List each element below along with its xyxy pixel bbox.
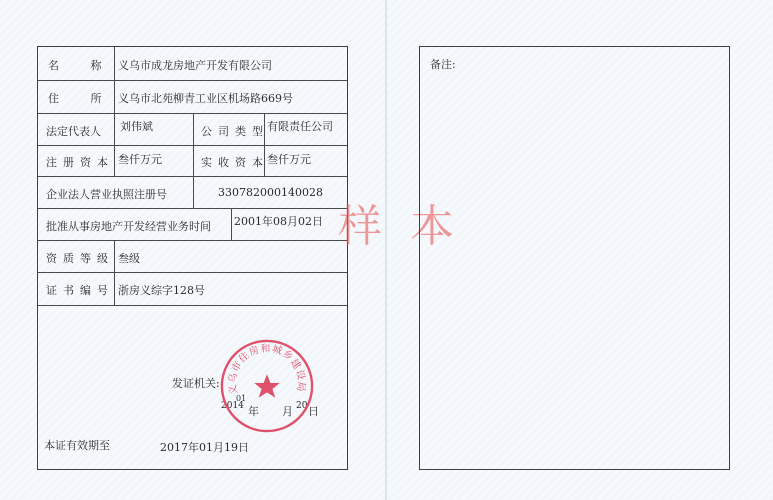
qualification-label: 资质等级 [46,252,114,265]
row-legal-rep [38,113,347,146]
seal-text: 义乌市住房和城乡建设局 [227,343,307,396]
name-label: 名 称 [48,59,116,72]
license-label: 企业法人营业执照注册号 [46,188,167,201]
row-cert-no [38,272,347,306]
issue-month: 01 [236,394,247,403]
row-license [38,176,347,209]
legal-rep-label: 法定代表人 [46,125,101,138]
company-type-label: 公司类型 [201,125,269,138]
seal-star-icon [254,374,279,398]
sample-watermark: 样本 [338,201,482,252]
issue-month-char: 月 [282,405,293,418]
address-label: 住 所 [48,92,116,105]
cert-no-value: 浙房义综字128号 [118,284,205,297]
legal-rep-value: 刘伟斌 [120,120,153,133]
registered-capital-label: 注册资本 [46,156,114,169]
approval-label: 批准从事房地产开发经营业务时间 [46,220,211,233]
paid-capital-label: 实收资本 [201,156,269,169]
remarks-label: 备注: [430,58,456,71]
address-value: 义乌市北苑柳青工业区机场路669号 [118,92,293,105]
issuer-label: 发证机关: [172,377,220,390]
row-name [38,47,347,81]
paid-capital-value: 叁仟万元 [267,153,311,166]
remarks-box [419,46,730,470]
company-type-value: 有限责任公司 [267,120,333,133]
issue-year: 2014 [221,401,244,411]
cert-no-label: 证书编号 [46,284,114,297]
approval-value: 2001年08月02日 [234,215,323,228]
validity-label: 本证有效期至 [44,439,110,452]
row-address [38,80,347,114]
official-seal [218,337,316,435]
name-value: 义乌市成龙房地产开发有限公司 [118,59,272,72]
row-approval [38,208,347,241]
registered-capital-value: 叁仟万元 [118,153,162,166]
issue-day: 20 [296,401,308,411]
qualification-value: 叁级 [118,252,140,265]
issue-year-char: 年 [248,405,259,418]
license-value: 330782000140028 [218,186,323,199]
validity-value: 2017年01月19日 [160,441,249,454]
issue-day-char: 日 [308,405,319,418]
row-capital [38,145,347,177]
row-qualification [38,240,347,273]
